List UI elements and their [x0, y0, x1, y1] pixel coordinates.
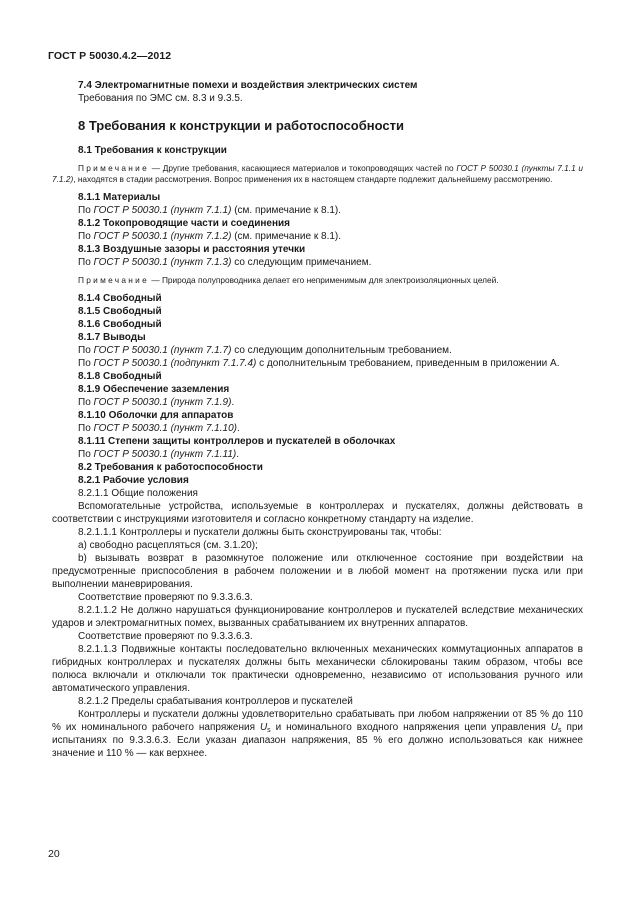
text-8-1-7-a: По ГОСТ Р 50030.1 (пункт 7.1.7) со следующим дополнительным требованием. [78, 345, 452, 356]
standard-reference: ГОСТ Р 50030.1 (пункт 7.1.2) [93, 231, 232, 242]
heading-8-1-1: 8.1.1 Материалы [78, 192, 161, 203]
text-8-2-1-1-2: 8.2.1.1.2 Не должно нарушаться функционирование контроллеров и пускателей вследствие механических ударов и электромагнитных помех, вызванных срабатыванием их внутренних аппаратов. [52, 605, 583, 629]
heading-8-1-6: 8.1.6 Свободный [78, 319, 162, 330]
heading-8-1-7: 8.1.7 Выводы [78, 332, 146, 343]
list-item-b: b) вызывать возврат в разомкнутое положение или отключенное состояние при воздействии на предусмотренные приспособления в рабочем положении и в любой момент на протяжении пуска или при выполнении маневрирования. [52, 553, 583, 590]
heading-8-1-11: 8.1.11 Степени защиты контроллеров и пускателей в оболочках [78, 436, 396, 447]
standard-reference: ГОСТ Р 50030.1 (пункт 7.1.3) [93, 257, 232, 268]
heading-8: 8 Требования к конструкции и работоспособности [78, 118, 404, 133]
standard-reference: ГОСТ Р 50030.1 (подпункт 7.1.7.4) [93, 358, 257, 369]
standard-reference: ГОСТ Р 50030.1 (пункт 7.1.1) [93, 205, 232, 216]
text-8-1-11: По ГОСТ Р 50030.1 (пункт 7.1.11). [78, 449, 240, 460]
standard-reference: ГОСТ Р 50030.1 (пункт 7.1.9) [93, 397, 232, 408]
heading-8-2-1-2: 8.2.1.2 Пределы срабатывания контроллеров и пускателей [78, 696, 353, 707]
text-8-2-1-2: Контроллеры и пускатели должны удовлетворительно срабатывать при любом напряжении от 85 % до 110 % их номинального рабочего напряжения $U_s$ и номинального входного напряжения цепи управления $U_s$ при испытаниях по 9.3.3.6.3. Если указан диапазон напряжения, 85 % его должно использоваться как нижнее значение и 110 % — как верхнее. [52, 709, 584, 759]
document-code-header: ГОСТ Р 50030.4.2—2012 [48, 50, 172, 62]
heading-8-1-8: 8.1.8 Свободный [78, 371, 162, 382]
note-8-1-3: Примечание — Природа полупроводника делает его неприменимым для электроизоляционных целей. [78, 275, 499, 285]
list-item-a: а) свободно расцепляться (см. 3.1.20); [78, 540, 258, 551]
heading-8-1-9: 8.1.9 Обеспечение заземления [78, 384, 230, 395]
heading-8-1-10: 8.1.10 Оболочки для аппаратов [78, 410, 234, 421]
heading-8-1-5: 8.1.5 Свободный [78, 306, 162, 317]
text-8-1-2: По ГОСТ Р 50030.1 (пункт 7.1.2) (см. примечание к 8.1). [78, 231, 342, 242]
text-8-1-10: По ГОСТ Р 50030.1 (пункт 7.1.10). [78, 423, 240, 434]
check-8-2-1-1-1: Соответствие проверяют по 9.3.3.6.3. [78, 592, 253, 603]
text-8-2-1-1-3: 8.2.1.1.3 Подвижные контакты последовательно включенных механических коммутационных аппаратов в гибридных контроллерах и пускателях должны быть механически сблокированы таким образом, чтобы все полюса включали и отключали ток практически одновременно, независимо от использования ручного или автоматического управления. [52, 644, 583, 694]
note-label: Примечание [78, 163, 150, 173]
heading-8-2-1: 8.2.1 Рабочие условия [78, 475, 189, 486]
text-8-1-1: По ГОСТ Р 50030.1 (пункт 7.1.1) (см. примечание к 8.1). [78, 205, 342, 216]
heading-8-1-3: 8.1.3 Воздушные зазоры и расстояния утечки [78, 244, 306, 255]
page-number: 20 [48, 848, 60, 860]
heading-8-2-1-1: 8.2.1.1 Общие положения [78, 488, 198, 499]
heading-7-4: 7.4 Электромагнитные помехи и воздействия электрических систем [78, 80, 418, 91]
standard-reference: ГОСТ Р 50030.1 (пункт 7.1.11) [93, 449, 237, 460]
heading-8-1-2: 8.1.2 Токопроводящие части и соединения [78, 218, 290, 229]
text-8-1-3: По ГОСТ Р 50030.1 (пункт 7.1.3) со следующим примечанием. [78, 257, 372, 268]
heading-8-1-4: 8.1.4 Свободный [78, 293, 162, 304]
text-8-2-1-1: Вспомогательные устройства, используемые в контроллерах и пускателях, должны действовать в соответствии с инструкциями изготовителя и согласно конкретному стандарту на изделие. [52, 501, 583, 525]
text-8-1-7-b: По ГОСТ Р 50030.1 (подпункт 7.1.7.4) с дополнительным требованием, приведенным в приложении А. [78, 358, 560, 369]
text-8-2-1-1-1: 8.2.1.1.1 Контроллеры и пускатели должны быть сконструированы так, чтобы: [78, 527, 442, 538]
heading-8-2: 8.2 Требования к работоспособности [78, 462, 263, 473]
text-7-4: Требования по ЭМС см. 8.3 и 9.3.5. [78, 93, 243, 104]
note-8-1: Примечание — Другие требования, касающиеся материалов и токопроводящих частей по ГОСТ Р 50030.1 (пункты 7.1.1 и 7.1.2), находятся в стадии рассмотрения. Вопрос применения их в настоящем стандарте подлежит дальнейшему рассмотрению. [52, 163, 583, 184]
standard-reference: ГОСТ Р 50030.1 (пункты 7.1.1 и 7.1.2) [52, 163, 583, 184]
page-body [52, 79, 584, 760]
standard-reference: ГОСТ Р 50030.1 (пункт 7.1.10) [93, 423, 237, 434]
note-label: Примечание [78, 275, 150, 285]
text-8-1-9: По ГОСТ Р 50030.1 (пункт 7.1.9). [78, 397, 235, 408]
check-8-2-1-1-2: Соответствие проверяют по 9.3.3.6.3. [78, 631, 253, 642]
heading-8-1: 8.1 Требования к конструкции [78, 145, 227, 156]
standard-reference: ГОСТ Р 50030.1 (пункт 7.1.7) [93, 345, 232, 356]
